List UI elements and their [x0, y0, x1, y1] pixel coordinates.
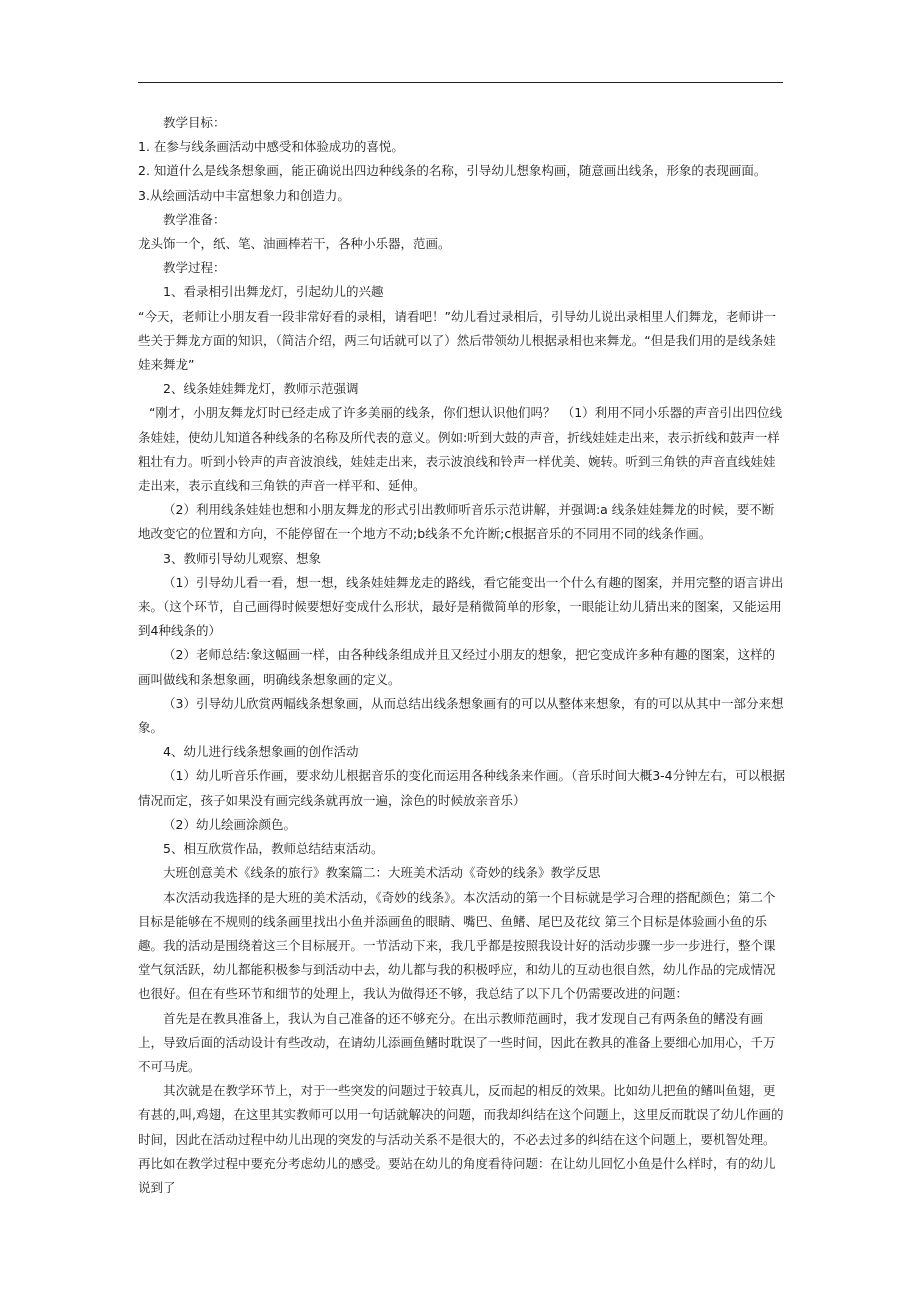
goal-item-2: 2. 知道什么是线条想象画，能正确说出四边种线条的名称，引导幼儿想象构画，随意画出线条，形象的表现画面。: [138, 163, 767, 179]
step-1-paragraph: “今天，老师让小朋友看一段非常好看的录相，请看吧！”幼儿看过录相后，引导幼儿说出录相里人们舞龙，老师讲一些关于舞龙方面的知识，（简洁介绍，两三句话就可以了）然后带领幼儿根据录相也来舞龙。“但是我们用的是线条娃娃来舞龙”: [138, 308, 776, 373]
section-heading-goals: 教学目标：: [163, 115, 226, 130]
goal-item-3: 3.从绘画活动中丰富想象力和创造力。: [138, 187, 350, 203]
reflection-paragraph-3: 其次就是在教学环节上，对于一些突发的问题过于较真儿，反而起的相反的效果。比如幼儿把鱼的鳍叫鱼翅，更有甚的,叫,鸡翅，在这里其实教师可以用一句话就解决的问题，而我却纠结在这个问题上，这里反而耽误了幼儿作画的时间，因此在活动过程中幼儿出现的突发的与活动关系不是很大的，不必去过多的纠结在这个问题上，要机智处理。再比如在教学过程中要充分考虑幼儿的感受。要站在幼儿的角度看待问题：在让幼儿回忆小鱼是什么样时，有的幼儿说到了: [138, 1083, 784, 1195]
reflection-paragraph-1: 本次活动我选择的是大班的美术活动，《奇妙的线条》。本次活动的第一个目标就是学习合理的搭配颜色；第二个目标是能够在不规则的线条画里找出小鱼并添画鱼的眼睛、嘴巴、鱼鳍、尾巴及花纹 第三个目标是体验画小鱼的乐趣。我的活动是围绕着这三个目标展开。一节活动下来，我几乎都是按照我设计好的活动步骤一步一步进行，整个课堂气氛活跃，幼儿都能积极参与到活动中去，幼儿都与我的积极呼应，和幼儿的互动也很自然，幼儿作品的完成情况也很好。但在有些环节和细节的处理上，我认为做得还不够，我总结了以下几个仍需要改进的问题：: [138, 889, 776, 1002]
step-4-sub-2: （2）幼儿绘画涂颜色。: [163, 816, 296, 832]
preparation-text: 龙头饰一个，纸、笔、油画棒若干，各种小乐器，范画。: [138, 236, 451, 252]
step-3-sub-1: （1）引导幼儿看一看，想一想，线条娃娃舞龙走的路线，看它能变出一个什么有趣的图案，并用完整的语言讲出来。（这个环节，自己画得时候要想好变成什么形状，最好是稍微简单的形象，一眼能让幼儿猜出来的图案，又能运用到4种线条的）: [138, 574, 784, 639]
section-heading-process: 教学过程：: [163, 260, 226, 276]
step-heading-5: 5、相互欣赏作品，教师总结结束活动。: [163, 841, 384, 857]
step-3-sub-2: （2）老师总结:象这幅画一样，由各种线条组成并且又经过小朋友的想象，把它变成许多种有趣的图案，这样的画叫做线和条想象画，明确线条想象画的定义。: [138, 647, 776, 687]
section-heading-preparation: 教学准备：: [163, 211, 226, 227]
article-2-title: 大班创意美术《线条的旅行》教案篇二：大班美术活动《奇妙的线条》教学反思: [163, 865, 601, 881]
step-heading-2: 2、线条娃娃舞龙灯，教师示范强调: [163, 381, 359, 397]
step-heading-1: 1、看录相引出舞龙灯，引起幼儿的兴趣: [163, 284, 384, 300]
step-4-sub-1: （1）幼儿听音乐作画，要求幼儿根据音乐的变化而运用各种线条来作画。（音乐时间大概3-4分钟左右，可以根据情况而定，孩子如果没有画完线条就再放一遍，涂色的时候放亲音乐）: [138, 768, 786, 808]
step-3-sub-3: （3）引导幼儿欣赏两幅线条想象画，从而总结出线条想象画有的可以从整体来想象，有的可以从其中一部分来想象。: [138, 695, 784, 736]
header-rule: [138, 82, 783, 83]
reflection-paragraph-2: 首先是在教具准备上，我认为自己准备的还不够充分。在出示教师范画时，我才发现自己有两条鱼的鳍没有画上，导致后面的活动设计有些改动，在请幼儿添画鱼鳍时耽误了一些时间，因此在教具的准备上要细心加用心，千万不可马虎。: [138, 1010, 776, 1074]
document-body: [138, 111, 786, 1200]
step-2-sub-2: （2）利用线条娃娃也想和小朋友舞龙的形式引出教师听音乐示范讲解，并强调:a 线条娃娃舞龙的时候，要不断地改变它的位置和方向，不能停留在一个地方不动;b线条不允许断;c根据音乐的不同用不同的线条作画。: [138, 502, 775, 542]
step-2-paragraph: “刚才，小朋友舞龙灯时已经走成了许多美丽的线条，你们想认识他们吗？ （1）利用不同小乐器的声音引出四位线条娃娃，使幼儿知道各种线条的名称及所代表的意义。例如:听到大鼓的声音，折线娃娃走出来，表示折线和鼓声一样粗壮有力。听到小铃声的声音波浪线，娃娃走出来，表示波浪线和铃声一样优美、婉转。听到三角铁的声音直线娃娃走出来，表示直线和三角铁的声音一样平和、延伸。: [138, 405, 783, 494]
step-heading-4: 4、幼儿进行线条想象画的创作活动: [163, 744, 359, 760]
goal-item-1: 1. 在参与线条画活动中感受和体验成功的喜悦。: [138, 139, 404, 155]
step-heading-3: 3、教师引导幼儿观察、想象: [163, 550, 321, 566]
